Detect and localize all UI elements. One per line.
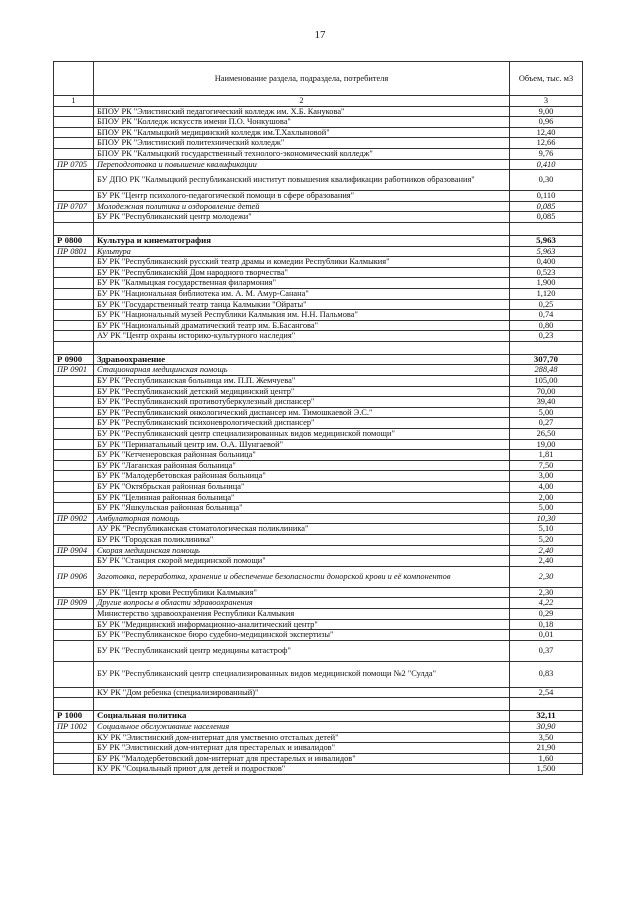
code-cell bbox=[54, 257, 94, 268]
subsection-row bbox=[54, 513, 583, 524]
name-cell: КУ РК "Дом ребенка (специализированный)" bbox=[94, 687, 510, 698]
value-cell: 0,74 bbox=[510, 310, 583, 321]
table-row bbox=[54, 127, 583, 138]
code-cell bbox=[54, 222, 94, 235]
value-cell: 0,23 bbox=[510, 331, 583, 342]
name-cell: Культура и кинематография bbox=[94, 235, 510, 246]
value-cell: 3,50 bbox=[510, 732, 583, 743]
name-cell: БПОУ РК "Элистинский педагогический колледж им. Х.Б. Канукова" bbox=[94, 106, 510, 117]
name-cell: БУ РК "Октябрьская районная больница" bbox=[94, 482, 510, 493]
code-cell bbox=[54, 320, 94, 331]
table-row bbox=[54, 492, 583, 503]
value-cell: 30,90 bbox=[510, 721, 583, 732]
value-cell: 2,30 bbox=[510, 566, 583, 587]
value-cell: 0,01 bbox=[510, 630, 583, 641]
value-cell: 12,40 bbox=[510, 127, 583, 138]
spacer-row bbox=[54, 341, 583, 354]
code-cell bbox=[54, 310, 94, 321]
value-cell: 0,110 bbox=[510, 191, 583, 202]
name-cell: Переподготовка и повышение квалификации bbox=[94, 159, 510, 170]
code-cell: Р 0900 bbox=[54, 354, 94, 365]
name-cell: КУ РК "Социальный приют для детей и подростков" bbox=[94, 764, 510, 775]
subsection-row bbox=[54, 566, 583, 587]
code-cell bbox=[54, 608, 94, 619]
name-cell: АУ РК "Республиканская стоматологическая поликлиника" bbox=[94, 524, 510, 535]
code-cell bbox=[54, 661, 94, 687]
table-row bbox=[54, 257, 583, 268]
spacer-row bbox=[54, 698, 583, 711]
value-cell: 0,400 bbox=[510, 257, 583, 268]
code-cell bbox=[54, 460, 94, 471]
value-cell: 5,10 bbox=[510, 524, 583, 535]
code-cell bbox=[54, 267, 94, 278]
name-cell: БУ РК "Калмыцкая государственная филармония" bbox=[94, 278, 510, 289]
name-cell: БУ РК "Республиканский центр молодежи" bbox=[94, 212, 510, 223]
section-row bbox=[54, 235, 583, 246]
table-row bbox=[54, 534, 583, 545]
value-cell: 2,00 bbox=[510, 492, 583, 503]
value-cell: 0,30 bbox=[510, 170, 583, 191]
table-row bbox=[54, 288, 583, 299]
value-cell: 12,66 bbox=[510, 138, 583, 149]
value-cell: 0,410 bbox=[510, 159, 583, 170]
table-row bbox=[54, 397, 583, 408]
subsection-row bbox=[54, 365, 583, 376]
column-number-2: 2 bbox=[94, 96, 510, 107]
value-cell: 5,00 bbox=[510, 407, 583, 418]
table-row bbox=[54, 450, 583, 461]
code-cell bbox=[54, 191, 94, 202]
value-cell: 26,50 bbox=[510, 429, 583, 440]
column-number-1: 1 bbox=[54, 96, 94, 107]
table-row bbox=[54, 460, 583, 471]
table-row bbox=[54, 640, 583, 661]
name-cell: Здравоохранение bbox=[94, 354, 510, 365]
name-cell: Стационарная медицинская помощь bbox=[94, 365, 510, 376]
name-cell: Заготовка, переработка, хранение и обеспечение безопасности донорской крови и её компонентов bbox=[94, 566, 510, 587]
table-row bbox=[54, 556, 583, 567]
subsection-row bbox=[54, 545, 583, 556]
budget-table-body bbox=[54, 62, 583, 775]
code-cell bbox=[54, 492, 94, 503]
code-cell bbox=[54, 630, 94, 641]
value-cell: 5,963 bbox=[510, 235, 583, 246]
subsection-row bbox=[54, 246, 583, 257]
table-row bbox=[54, 524, 583, 535]
table-row bbox=[54, 743, 583, 754]
value-cell: 3,00 bbox=[510, 471, 583, 482]
name-cell: БУ РК "Городская поликлиника" bbox=[94, 534, 510, 545]
table-row bbox=[54, 212, 583, 223]
code-cell: ПР 0801 bbox=[54, 246, 94, 257]
name-cell: БУ ДПО РК "Калмыцкий республиканский институт повышения квалификации работников образования" bbox=[94, 170, 510, 191]
header-code-cell bbox=[54, 62, 94, 96]
table-row bbox=[54, 587, 583, 598]
value-cell: 0,18 bbox=[510, 619, 583, 630]
value-cell: 0,80 bbox=[510, 320, 583, 331]
table-row bbox=[54, 418, 583, 429]
name-cell: Социальное обслуживание населения bbox=[94, 721, 510, 732]
name-cell: БУ РК "Республиканский русский театр драмы и комедии Республики Калмыкия" bbox=[94, 257, 510, 268]
value-cell: 1,81 bbox=[510, 450, 583, 461]
name-cell: БУ РК "Республиканский центр специализированных видов медицинской помощи" bbox=[94, 429, 510, 440]
value-cell: 2,54 bbox=[510, 687, 583, 698]
value-cell: 307,70 bbox=[510, 354, 583, 365]
code-cell bbox=[54, 503, 94, 514]
code-cell bbox=[54, 278, 94, 289]
value-cell: 1,900 bbox=[510, 278, 583, 289]
code-cell bbox=[54, 450, 94, 461]
table-row bbox=[54, 687, 583, 698]
subsection-row bbox=[54, 159, 583, 170]
subsection-row bbox=[54, 721, 583, 732]
value-cell: 2,30 bbox=[510, 587, 583, 598]
name-cell: КУ РК "Элистинский дом-интернат для умственно отсталых детей" bbox=[94, 732, 510, 743]
code-cell bbox=[54, 619, 94, 630]
value-cell: 9,00 bbox=[510, 106, 583, 117]
code-cell: ПР 0906 bbox=[54, 566, 94, 587]
code-cell: Р 0800 bbox=[54, 235, 94, 246]
value-cell bbox=[510, 222, 583, 235]
code-cell: ПР 0909 bbox=[54, 598, 94, 609]
header-volume-cell: Объем, тыс. м3 bbox=[510, 62, 583, 96]
name-cell: БПОУ РК "Колледж искусств имени П.О. Чонкушова" bbox=[94, 117, 510, 128]
code-cell bbox=[54, 534, 94, 545]
name-cell: БПОУ РК "Элистинский политехнический колледж" bbox=[94, 138, 510, 149]
name-cell: БУ РК "Республиканскйй Дом народного творчества" bbox=[94, 267, 510, 278]
value-cell: 19,00 bbox=[510, 439, 583, 450]
column-number-3: 3 bbox=[510, 96, 583, 107]
value-cell: 1,120 bbox=[510, 288, 583, 299]
code-cell bbox=[54, 170, 94, 191]
name-cell: Министерство здравоохранения Республики Калмыкия bbox=[94, 608, 510, 619]
name-cell: Молодежная политика и оздоровление детей bbox=[94, 201, 510, 212]
value-cell: 0,37 bbox=[510, 640, 583, 661]
table-row bbox=[54, 191, 583, 202]
value-cell: 0,83 bbox=[510, 661, 583, 687]
table-row bbox=[54, 407, 583, 418]
header-name-cell: Наименование раздела, подраздела, потребителя bbox=[94, 62, 510, 96]
code-cell: Р 1000 bbox=[54, 711, 94, 722]
value-cell: 0,96 bbox=[510, 117, 583, 128]
name-cell: БУ РК "Центр психолого-педагогической помощи в сфере образования" bbox=[94, 191, 510, 202]
code-cell: ПР 0705 bbox=[54, 159, 94, 170]
name-cell: БУ РК "Яшкульская районная больница" bbox=[94, 503, 510, 514]
value-cell: 0,29 bbox=[510, 608, 583, 619]
table-row bbox=[54, 764, 583, 775]
code-cell bbox=[54, 397, 94, 408]
name-cell: Культура bbox=[94, 246, 510, 257]
name-cell: БУ РК "Республиканский центр медицины катастроф" bbox=[94, 640, 510, 661]
table-row bbox=[54, 170, 583, 191]
name-cell: БУ РК "Республиканский психоневрологический диспансер" bbox=[94, 418, 510, 429]
name-cell: БУ РК "Целинная районная больница" bbox=[94, 492, 510, 503]
value-cell: 0,27 bbox=[510, 418, 583, 429]
value-cell: 1,500 bbox=[510, 764, 583, 775]
table-row bbox=[54, 117, 583, 128]
value-cell: 5,20 bbox=[510, 534, 583, 545]
code-cell bbox=[54, 732, 94, 743]
name-cell: БУ РК "Республиканское бюро судебно-медицинской экспертизы" bbox=[94, 630, 510, 641]
code-cell bbox=[54, 587, 94, 598]
name-cell: БУ РК "Перинатальный центр им. О.А. Шунгаевой" bbox=[94, 439, 510, 450]
value-cell: 21,90 bbox=[510, 743, 583, 754]
name-cell bbox=[94, 222, 510, 235]
section-row bbox=[54, 711, 583, 722]
name-cell: Скорая медицинская помощь bbox=[94, 545, 510, 556]
table-row bbox=[54, 278, 583, 289]
code-cell bbox=[54, 418, 94, 429]
code-cell bbox=[54, 698, 94, 711]
table-row bbox=[54, 331, 583, 342]
table-row bbox=[54, 148, 583, 159]
code-cell bbox=[54, 407, 94, 418]
code-cell bbox=[54, 687, 94, 698]
code-cell: ПР 0901 bbox=[54, 365, 94, 376]
name-cell: БУ РК "Республиканский онкологический диспансер им. Тимошкаевой Э.С." bbox=[94, 407, 510, 418]
subsection-row bbox=[54, 201, 583, 212]
value-cell: 10,30 bbox=[510, 513, 583, 524]
table-row bbox=[54, 503, 583, 514]
code-cell bbox=[54, 212, 94, 223]
name-cell: АУ РК "Центр охраны историко-культурного наследия" bbox=[94, 331, 510, 342]
table-row bbox=[54, 439, 583, 450]
value-cell: 0,523 bbox=[510, 267, 583, 278]
value-cell: 4,22 bbox=[510, 598, 583, 609]
code-cell bbox=[54, 524, 94, 535]
code-cell bbox=[54, 341, 94, 354]
table-row bbox=[54, 299, 583, 310]
spacer-row bbox=[54, 222, 583, 235]
page-number: 17 bbox=[314, 29, 326, 41]
name-cell: БУ РК "Элистинский дом-интернат для престарелых и инвалидов" bbox=[94, 743, 510, 754]
code-cell bbox=[54, 471, 94, 482]
value-cell: 0,085 bbox=[510, 212, 583, 223]
value-cell: 4,00 bbox=[510, 482, 583, 493]
value-cell: 105,00 bbox=[510, 376, 583, 387]
name-cell: Амбулаторная помощь bbox=[94, 513, 510, 524]
table-row bbox=[54, 630, 583, 641]
value-cell: 2,40 bbox=[510, 556, 583, 567]
name-cell: БУ РК "Республиканский противотуберкулезный диспансер" bbox=[94, 397, 510, 408]
value-cell: 9,76 bbox=[510, 148, 583, 159]
value-cell: 5,963 bbox=[510, 246, 583, 257]
table-header-row bbox=[54, 62, 583, 96]
name-cell: БУ РК "Национальный драматический театр им. Б.Басангова" bbox=[94, 320, 510, 331]
value-cell: 70,00 bbox=[510, 386, 583, 397]
code-cell bbox=[54, 439, 94, 450]
table-row bbox=[54, 310, 583, 321]
name-cell: БУ РК "Лаганская районная больница" bbox=[94, 460, 510, 471]
table-row bbox=[54, 429, 583, 440]
code-cell: ПР 0707 bbox=[54, 201, 94, 212]
code-cell bbox=[54, 764, 94, 775]
name-cell: БУ РК "Государственный театр танца Калмыкии "Ойраты" bbox=[94, 299, 510, 310]
column-number-row bbox=[54, 96, 583, 107]
table-row bbox=[54, 376, 583, 387]
code-cell: ПР 0904 bbox=[54, 545, 94, 556]
name-cell bbox=[94, 341, 510, 354]
code-cell bbox=[54, 386, 94, 397]
code-cell: ПР 0902 bbox=[54, 513, 94, 524]
value-cell: 0,25 bbox=[510, 299, 583, 310]
name-cell: Другие вопросы в области здравоохранения bbox=[94, 598, 510, 609]
value-cell: 7,50 bbox=[510, 460, 583, 471]
value-cell: 1,60 bbox=[510, 753, 583, 764]
code-cell: ПР 1002 bbox=[54, 721, 94, 732]
value-cell: 0,085 bbox=[510, 201, 583, 212]
name-cell: БУ РК "Республиканская больница им. П.П. Жемчуева" bbox=[94, 376, 510, 387]
name-cell: БПОУ РК "Калмыцкий медицинский колледж им.Т.Хахлыновой" bbox=[94, 127, 510, 138]
name-cell: Социальная политика bbox=[94, 711, 510, 722]
value-cell: 288,48 bbox=[510, 365, 583, 376]
value-cell: 32,11 bbox=[510, 711, 583, 722]
table-row bbox=[54, 106, 583, 117]
table-row bbox=[54, 608, 583, 619]
name-cell: БУ РК "Национальная библиотека им. А. М. Амур-Санана" bbox=[94, 288, 510, 299]
name-cell: БУ РК "Кетченеровская районная больница" bbox=[94, 450, 510, 461]
code-cell bbox=[54, 299, 94, 310]
value-cell bbox=[510, 698, 583, 711]
code-cell bbox=[54, 429, 94, 440]
name-cell: БПОУ РК "Калмыцкий государственный технолого-экономический колледж" bbox=[94, 148, 510, 159]
table-row bbox=[54, 661, 583, 687]
code-cell bbox=[54, 127, 94, 138]
budget-table bbox=[53, 61, 583, 775]
value-cell: 5,00 bbox=[510, 503, 583, 514]
table-row bbox=[54, 386, 583, 397]
value-cell: 2,40 bbox=[510, 545, 583, 556]
code-cell bbox=[54, 640, 94, 661]
name-cell: БУ РК "Малодербетовский дом-интернат для престарелых и инвалидов" bbox=[94, 753, 510, 764]
code-cell bbox=[54, 753, 94, 764]
table-row bbox=[54, 138, 583, 149]
code-cell bbox=[54, 288, 94, 299]
table-row bbox=[54, 732, 583, 743]
section-row bbox=[54, 354, 583, 365]
name-cell: БУ РК "Центр крови Республики Калмыкия" bbox=[94, 587, 510, 598]
value-cell bbox=[510, 341, 583, 354]
code-cell bbox=[54, 482, 94, 493]
subsection-row bbox=[54, 598, 583, 609]
name-cell: БУ РК "Республиканский детский медицинский центр" bbox=[94, 386, 510, 397]
name-cell: БУ РК "Станция скорой медицинской помощи" bbox=[94, 556, 510, 567]
name-cell: БУ РК "Медицинский информационно-аналитический центр" bbox=[94, 619, 510, 630]
code-cell bbox=[54, 138, 94, 149]
code-cell bbox=[54, 376, 94, 387]
value-cell: 39,40 bbox=[510, 397, 583, 408]
code-cell bbox=[54, 117, 94, 128]
code-cell bbox=[54, 106, 94, 117]
code-cell bbox=[54, 743, 94, 754]
table-row bbox=[54, 753, 583, 764]
table-row bbox=[54, 267, 583, 278]
name-cell: БУ РК "Малодербетовская районная больница" bbox=[94, 471, 510, 482]
code-cell bbox=[54, 556, 94, 567]
table-row bbox=[54, 471, 583, 482]
table-row bbox=[54, 482, 583, 493]
name-cell bbox=[94, 698, 510, 711]
table-row bbox=[54, 320, 583, 331]
name-cell: БУ РК "Национальный музей Республики Калмыкия им. Н.Н. Пальмова" bbox=[94, 310, 510, 321]
code-cell bbox=[54, 331, 94, 342]
table-row bbox=[54, 619, 583, 630]
code-cell bbox=[54, 148, 94, 159]
name-cell: БУ РК "Республиканский центр специализированных видов медицинской помощи №2 "Сулда" bbox=[94, 661, 510, 687]
